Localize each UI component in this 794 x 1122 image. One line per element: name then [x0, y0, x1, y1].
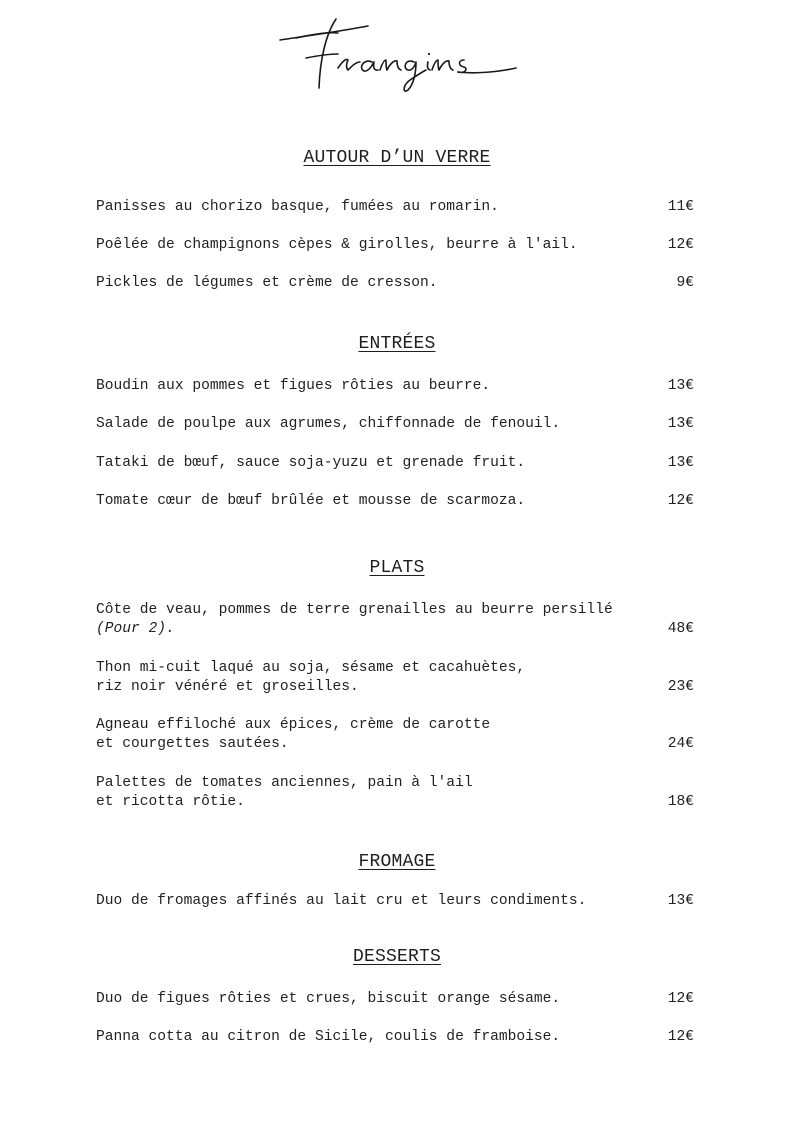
- section-title-autour: AUTOUR D’UN VERRE: [303, 148, 491, 168]
- menu-item: [96, 774, 694, 812]
- menu-item-description: Boudin aux pommes et figues rôties au beurre.: [96, 378, 491, 394]
- menu-item-price: 48€: [667, 621, 694, 637]
- menu-item: [96, 601, 694, 639]
- menu-item-price: 12€: [667, 493, 694, 509]
- menu-item-description: Duo de fromages affinés au lait cru et leurs condiments.: [96, 893, 587, 909]
- brand-logo: [276, 14, 520, 96]
- menu-item-description: Poêlée de champignons cèpes & girolles, beurre à l'ail.: [96, 237, 578, 253]
- menu-item-price: 12€: [667, 991, 694, 1007]
- menu-item-description: Panna cotta au citron de Sicile, coulis de framboise.: [96, 1029, 561, 1045]
- section-title-plats: PLATS: [369, 558, 425, 578]
- menu-item-description: Duo de figues rôties et crues, biscuit orange sésame.: [96, 991, 561, 1007]
- menu-item: [96, 1028, 694, 1047]
- section-title-desserts: DESSERTS: [352, 947, 441, 967]
- menu-item-price: 24€: [667, 736, 694, 752]
- menu-item-description: Salade de poulpe aux agrumes, chiffonnade de fenouil.: [96, 416, 561, 432]
- menu-item-description-continued: et ricotta rôtie.: [96, 794, 245, 810]
- menu-item-description: Palettes de tomates anciennes, pain à l'ail: [96, 775, 473, 791]
- menu-item: [96, 990, 694, 1009]
- menu-item: [96, 377, 694, 396]
- section-title-entrees: ENTRÉES: [358, 334, 436, 354]
- menu-item-price: 12€: [667, 1029, 694, 1045]
- menu-item: [96, 236, 694, 255]
- menu-item-price: 23€: [667, 679, 694, 695]
- section-title-fromage: FROMAGE: [358, 852, 436, 872]
- menu-item-description: Côte de veau, pommes de terre grenailles au beurre persillé: [96, 602, 613, 618]
- menu-item-description: Agneau effiloché aux épices, crème de carotte: [96, 717, 491, 733]
- menu-item-price: 11€: [667, 199, 694, 215]
- menu-item-description: Pickles de légumes et crème de cresson.: [96, 275, 438, 291]
- menu-item: [96, 454, 694, 473]
- menu-item-price: 9€: [676, 275, 694, 291]
- menu-item: [96, 198, 694, 217]
- menu-item: [96, 415, 694, 434]
- menu-item: [96, 716, 694, 754]
- menu-item: [96, 659, 694, 697]
- menu-item-description: Tataki de bœuf, sauce soja-yuzu et grenade fruit.: [96, 455, 526, 471]
- menu-item: [96, 274, 694, 293]
- menu-item-description: Tomate cœur de bœuf brûlée et mousse de scarmoza.: [96, 493, 526, 509]
- menu-item-note: (Pour 2).: [96, 621, 175, 637]
- menu-item: [96, 492, 694, 511]
- menu-item: [96, 892, 694, 911]
- menu-item-price: 13€: [667, 455, 694, 471]
- menu-item-description-continued: et courgettes sautées.: [96, 736, 289, 752]
- menu-item-description: Thon mi-cuit laqué au soja, sésame et cacahuètes,: [96, 660, 526, 676]
- menu-item-price: 13€: [667, 378, 694, 394]
- menu-item-price: 18€: [667, 794, 694, 810]
- menu-item-price: 12€: [667, 237, 694, 253]
- menu-item-description-continued: riz noir vénéré et groseilles.: [96, 679, 359, 695]
- menu-item-description: Panisses au chorizo basque, fumées au romarin.: [96, 199, 499, 215]
- menu-item-price: 13€: [667, 893, 694, 909]
- menu-item-price: 13€: [667, 416, 694, 432]
